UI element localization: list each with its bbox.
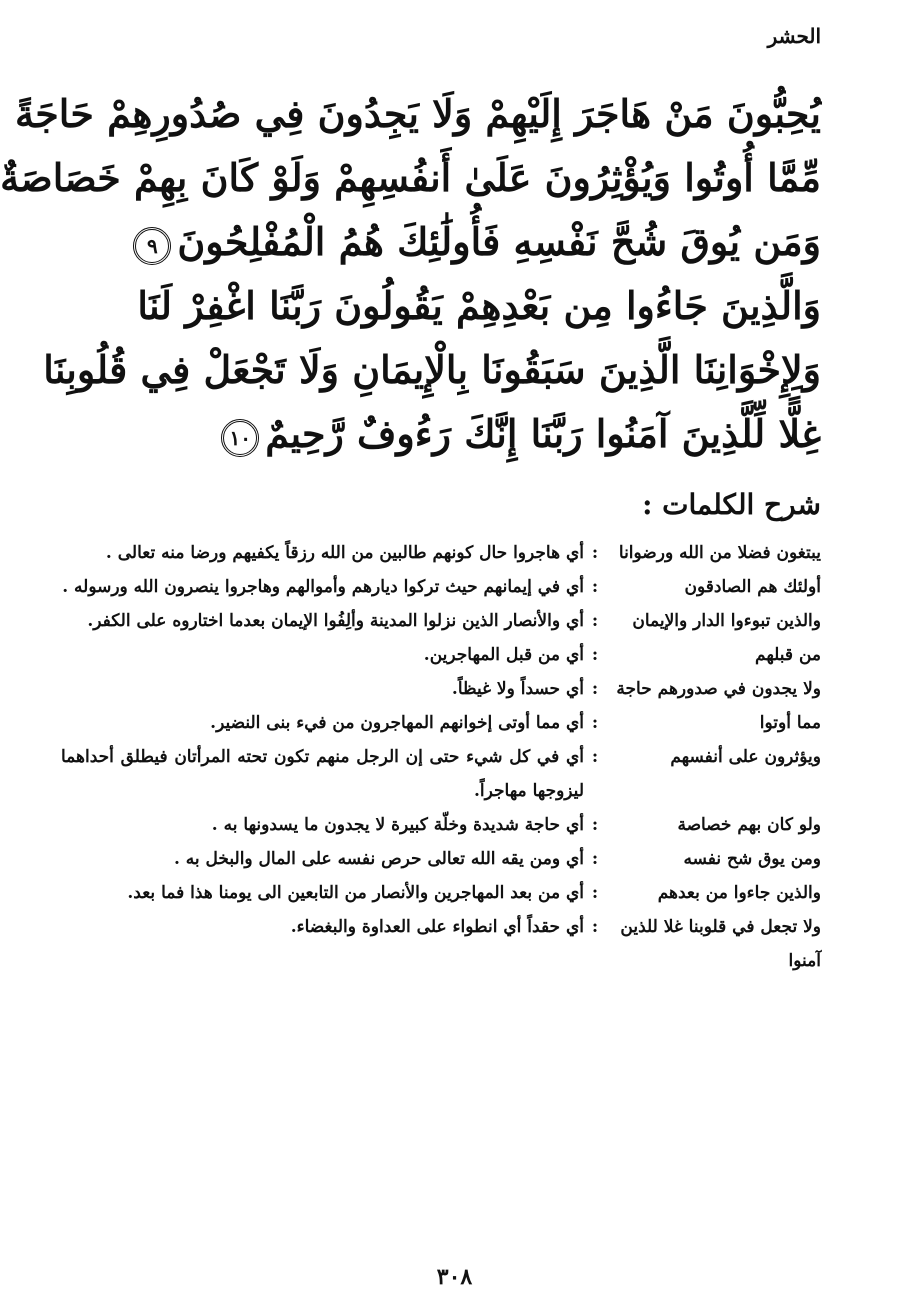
glossary-entry [61,604,821,638]
glossary-definition: أي من بعد المهاجرين والأنصار من التابعين الى يومنا هذا فما بعد. [127,883,584,903]
glossary-entry [61,876,821,910]
separator-colon: : [591,713,599,733]
glossary-entry [61,536,821,570]
glossary-entry [61,842,821,876]
glossary-term: من قبلهم [755,645,821,665]
glossary-term: أولئك هم الصادقون [684,577,821,597]
ayah-number-marker: ٩ [133,227,171,265]
verse-text: وَمَن يُوقَ شُحَّ نَفْسِهِ فَأُولَٰئِكَ هُمُ الْمُفْلِحُونَ [177,219,821,264]
glossary-term: والذين جاءوا من بعدهم [657,883,821,903]
glossary-entry [61,706,821,740]
glossary-term: يبتغون فضلا من الله ورضوانا [618,543,821,563]
quran-verses [0,82,821,466]
glossary-term: ويؤثرون على أنفسهم [670,747,821,767]
glossary-entry [61,910,821,978]
separator-colon: : [591,815,599,835]
separator-colon: : [591,883,599,903]
glossary-heading: شرح الكلمات : [642,488,821,521]
separator-colon: : [591,917,599,937]
glossary-definition: أي والأنصار الذين نزلوا المدينة وألِفُوا الإيمان بعدما اختاروه على الكفر. [87,611,584,631]
glossary-definition: أي حقداً أي انطواء على العداوة والبغضاء. [290,917,584,937]
glossary-definition: أي حسداً ولا غيظاً. [451,679,584,699]
glossary-definition: أي ومن يقه الله تعالى حرص نفسه على المال والبخل به . [173,849,584,869]
verse-line [231,402,821,466]
glossary-definition: أي في إيمانهم حيث تركوا ديارهم وأموالهم وهاجروا ينصرون الله ورسوله . [62,577,584,597]
glossary-entry [61,570,821,604]
separator-colon: : [591,679,599,699]
glossary-definition: أي حاجة شديدة وخلّة كبيرة لا يجدون ما يسدونها به . [211,815,584,835]
glossary-entry [61,638,821,672]
glossary-term: مما أوتوا [759,713,821,733]
glossary-definition: أي من قبل المهاجرين. [423,645,584,665]
glossary-term: ولا يجدون في صدورهم حاجة [616,679,821,699]
verse-line: وَلِإِخْوَانِنَا الَّذِينَ سَبَقُونَا بِالْإِيمَانِ وَلَا تَجْعَلْ فِي قُلُوبِنَا [43,347,821,392]
surah-name: الحشر [767,24,821,48]
glossary-entry [61,672,821,706]
separator-colon: : [591,611,599,631]
separator-colon: : [591,747,599,767]
glossary-term: والذين تبوءوا الدار والإيمان [632,611,821,631]
glossary-definition: أي مما أوتى إخوانهم المهاجرون من فيء بنى النضير. [210,713,584,733]
separator-colon: : [591,645,599,665]
separator-colon: : [591,849,599,869]
glossary-definition: أي هاجروا حال كونهم طالبين من الله رزقاً يكفيهم ورضا منه تعالى . [105,543,584,563]
glossary-list [61,536,821,978]
glossary-term: ومن يوق شح نفسه [683,849,821,869]
glossary-entry [61,808,821,842]
glossary-term: ولو كان بهم خصاصة [677,815,821,835]
verse-line: مِّمَّا أُوتُوا وَيُؤْثِرُونَ عَلَىٰ أَنفُسِهِمْ وَلَوْ كَانَ بِهِمْ خَصَاصَةٌ [0,155,821,200]
separator-colon: : [591,543,599,563]
page-number: ٣٠٨ [436,1264,473,1290]
glossary-definition: أي في كل شيء حتى إن الرجل منهم تكون تحته المرأتان فيطلق أحداهما ليزوجها مهاجراً. [61,747,584,801]
ayah-number-marker: ١٠ [221,419,259,457]
verse-line: وَالَّذِينَ جَاءُوا مِن بَعْدِهِمْ يَقُولُونَ رَبَّنَا اغْفِرْ لَنَا [137,283,821,328]
verse-line [147,210,821,274]
glossary-entry [61,740,821,808]
glossary-term: ولا تجعل في قلوبنا غلا للذين آمنوا [620,917,821,971]
verse-line: يُحِبُّونَ مَنْ هَاجَرَ إِلَيْهِمْ وَلَا يَجِدُونَ فِي صُدُورِهِمْ حَاجَةً [14,91,821,136]
verse-text: غِلًّا لِّلَّذِينَ آمَنُوا رَبَّنَا إِنَّكَ رَءُوفٌ رَّحِيمٌ [265,411,821,456]
separator-colon: : [591,577,599,597]
